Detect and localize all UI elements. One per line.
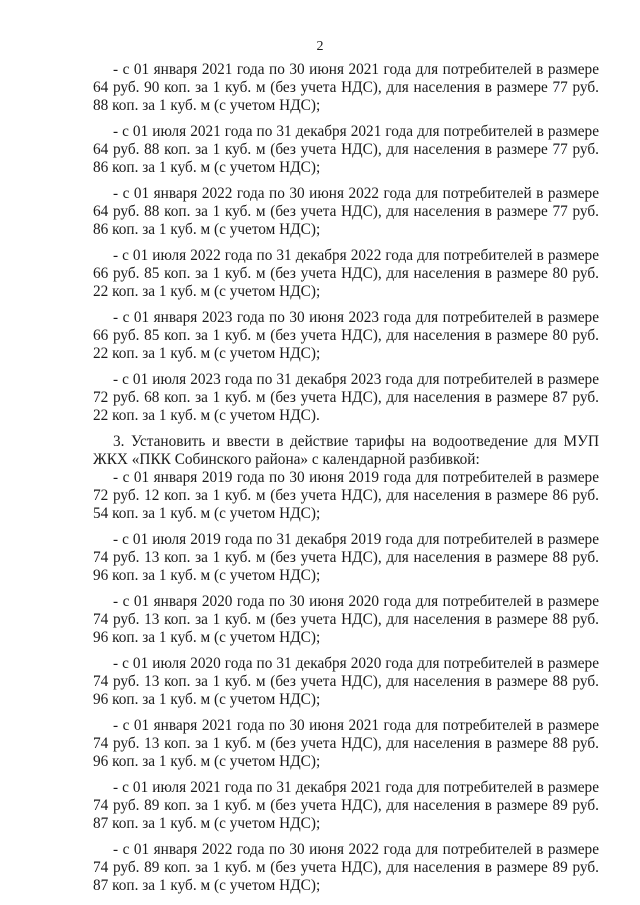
page-number: 2 [316,39,324,54]
document-body [93,61,599,895]
tariff-item-water-2022-h2: - с 01 июля 2022 года по 31 декабря 2022 года для потребителей в размере 66 руб. 85 коп. за 1 куб. м (без учета НДС), для населения в размере 80 руб. 22 коп. за 1 куб. м (с учетом НДС); [93,247,599,300]
tariff-item-sewage-2022-h1: - с 01 января 2022 года по 30 июня 2022 года для потребителей в размере 74 руб. 89 коп. за 1 куб. м (без учета НДС), для населения в размере 89 руб. 87 коп. за 1 куб. м (с учетом НДС); [93,841,599,894]
section-3-heading: 3. Установить и ввести в действие тарифы на водоотведение для МУП ЖКХ «ПКК Собинского района» с календарной разбивкой: [93,433,599,468]
tariff-item-water-2023-h2: - с 01 июля 2023 года по 31 декабря 2023 года для потребителей в размере 72 руб. 68 коп. за 1 куб. м (без учета НДС), для населения в размере 87 руб. 22 коп. за 1 куб. м (с учетом НДС). [93,371,599,424]
tariff-item-sewage-2019-h2: - с 01 июля 2019 года по 31 декабря 2019 года для потребителей в размере 74 руб. 13 коп. за 1 куб. м (без учета НДС), для населения в размере 88 руб. 96 коп. за 1 куб. м (с учетом НДС); [93,531,599,584]
tariff-item-sewage-2021-h2: - с 01 июля 2021 года по 31 декабря 2021 года для потребителей в размере 74 руб. 89 коп. за 1 куб. м (без учета НДС), для населения в размере 89 руб. 87 коп. за 1 куб. м (с учетом НДС); [93,779,599,832]
tariff-item-water-2021-h2: - с 01 июля 2021 года по 31 декабря 2021 года для потребителей в размере 64 руб. 88 коп. за 1 куб. м (без учета НДС), для населения в размере 77 руб. 86 коп. за 1 куб. м (с учетом НДС); [93,123,599,176]
tariff-item-water-2023-h1: - с 01 января 2023 года по 30 июня 2023 года для потребителей в размере 66 руб. 85 коп. за 1 куб. м (без учета НДС), для населения в размере 80 руб. 22 коп. за 1 куб. м (с учетом НДС); [93,309,599,362]
tariff-item-water-2021-h1: - с 01 января 2021 года по 30 июня 2021 года для потребителей в размере 64 руб. 90 коп. за 1 куб. м (без учета НДС), для населения в размере 77 руб. 88 коп. за 1 куб. м (с учетом НДС); [93,61,599,114]
tariff-item-water-2022-h1: - с 01 января 2022 года по 30 июня 2022 года для потребителей в размере 64 руб. 88 коп. за 1 куб. м (без учета НДС), для населения в размере 77 руб. 86 коп. за 1 куб. м (с учетом НДС); [93,185,599,238]
tariff-item-sewage-2020-h2: - с 01 июля 2020 года по 31 декабря 2020 года для потребителей в размере 74 руб. 13 коп. за 1 куб. м (без учета НДС), для населения в размере 88 руб. 96 коп. за 1 куб. м (с учетом НДС); [93,655,599,708]
tariff-item-sewage-2020-h1: - с 01 января 2020 года по 30 июня 2020 года для потребителей в размере 74 руб. 13 коп. за 1 куб. м (без учета НДС), для населения в размере 88 руб. 96 коп. за 1 куб. м (с учетом НДС); [93,593,599,646]
tariff-item-sewage-2019-h1: - с 01 января 2019 года по 30 июня 2019 года для потребителей в размере 72 руб. 12 коп. за 1 куб. м (без учета НДС), для населения в размере 86 руб. 54 коп. за 1 куб. м (с учетом НДС); [93,469,599,522]
tariff-item-sewage-2021-h1: - с 01 января 2021 года по 30 июня 2021 года для потребителей в размере 74 руб. 13 коп. за 1 куб. м (без учета НДС), для населения в размере 88 руб. 96 коп. за 1 куб. м (с учетом НДС); [93,717,599,770]
